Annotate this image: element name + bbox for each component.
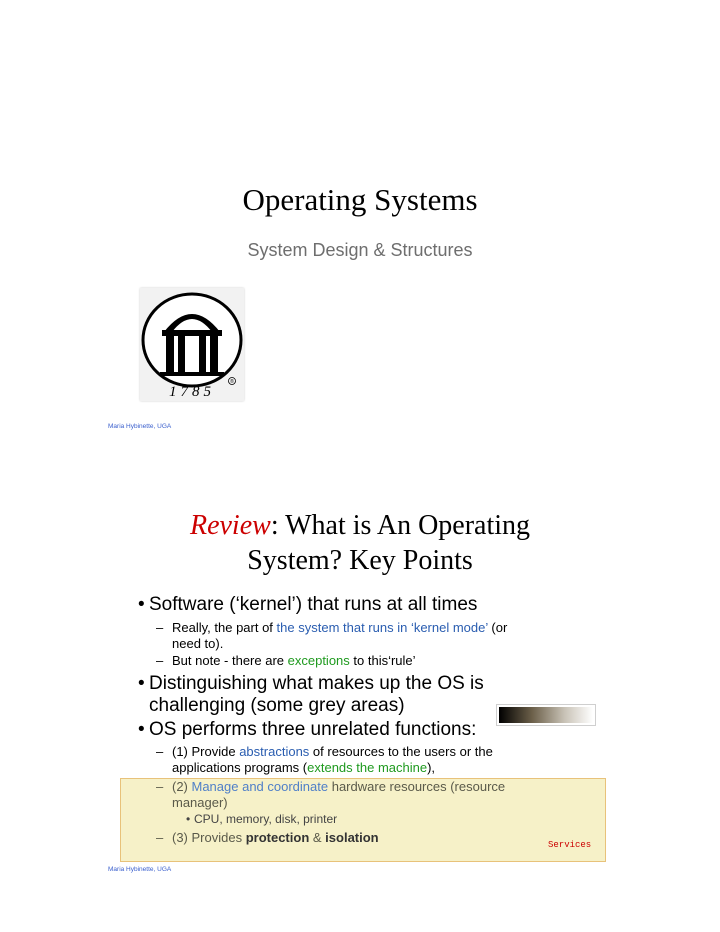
subbullet-exceptions: – But note - there are exceptions to this‘rule’	[156, 653, 416, 668]
title-line1: : What is An Operating	[270, 510, 531, 541]
title-line2: System? Key Points	[247, 545, 473, 576]
bullet-software-kernel: • Software (‘kernel’) that runs at all times	[138, 594, 478, 615]
slide1-title: Operating Systems	[242, 182, 478, 217]
function-2-manage: – (2) Manage and coordinate hardware resources (resource manager)	[156, 779, 506, 810]
function-2-subbullet: • CPU, memory, disk, printer	[186, 812, 338, 826]
subbullet-kernel-mode: – Really, the part of the system that runs in ‘kernel mode’ (or need to).	[156, 620, 508, 651]
registered-mark: ®	[230, 379, 234, 385]
title-review-word: Review	[189, 510, 271, 541]
bullet-distinguishing: • Distinguishing what makes up the OS is challenging (some grey areas)	[138, 673, 484, 716]
slide1-footer: Maria Hybinette, UGA	[108, 423, 172, 430]
uga-arch-logo	[140, 288, 244, 401]
slide2-title	[0, 508, 720, 578]
slide1-subtitle: System Design & Structures	[247, 240, 473, 260]
function-3-protection: – (3) Provides protection & isolation	[156, 830, 379, 845]
bullet-three-functions: • OS performs three unrelated functions:	[138, 719, 477, 740]
function-1-abstractions: – (1) Provide abstractions of resources to the users or the applications programs (extends the machine),	[156, 744, 493, 775]
arch-logo-icon	[140, 288, 244, 401]
slide2-footer: Maria Hybinette, UGA	[108, 866, 172, 873]
services-label: Services	[548, 840, 592, 850]
logo-year: 1785	[169, 384, 215, 400]
